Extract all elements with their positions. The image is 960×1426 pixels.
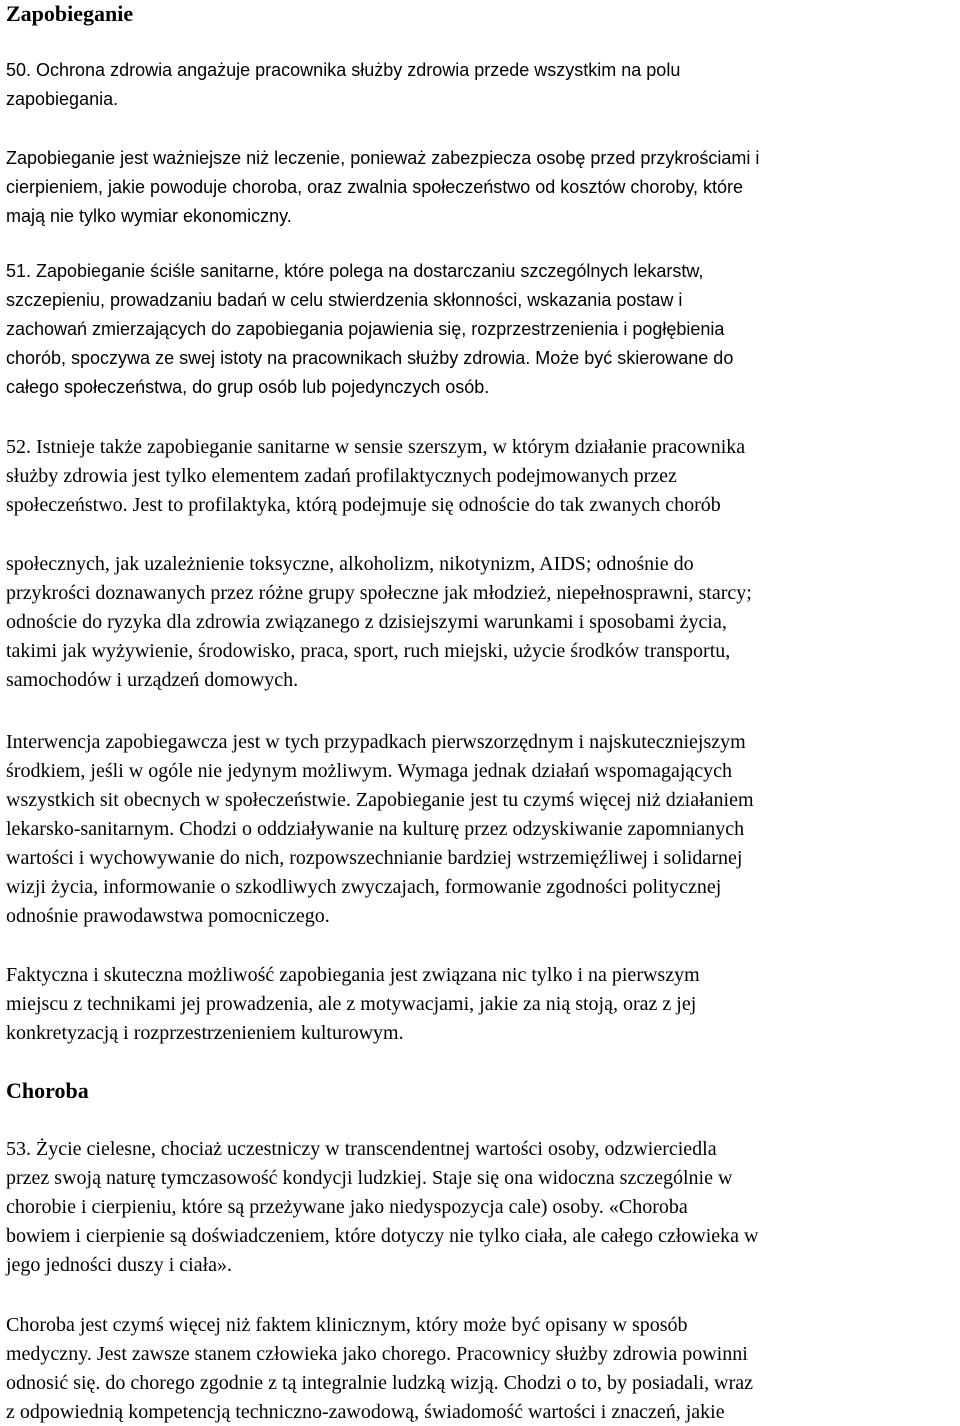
paragraph-line: przykrości doznawanych przez różne grupy społeczne jak młodzież, niepełnosprawni, starcy; [6,582,752,604]
paragraph-line: wszystkich sit obecnych w społeczeństwie. Zapobieganie jest tu czymś więcej niż działaniem [6,789,754,811]
heading-zapobieganie: Zapobieganie [6,1,134,26]
paragraph-line: 50. Ochrona zdrowia angażuje pracownika służby zdrowia przede wszystkim na polu [6,60,681,80]
paragraph-line: takimi jak wyżywienie, środowisko, praca, sport, ruch miejski, użycie środków transportu, [6,640,731,662]
paragraph-line: miejscu z technikami jej prowadzenia, ale z motywacjami, jakie za nią stoją, oraz z jej [6,993,697,1015]
paragraph-line: chorób, spoczywa ze swej istoty na pracownikach służby zdrowia. Może być skierowane do [6,348,734,368]
paragraph-line: chorobie i cierpieniu, które są przeżywane jako niedyspozycja cale) osoby. «Choroba [6,1196,688,1218]
paragraph-line: społeczeństwo. Jest to profilaktyka, którą podejmuje się odnoście do tak zwanych chorób [6,494,721,516]
paragraph-line: samochodów i urządzeń domowych. [6,669,299,691]
paragraph-line: 52. Istnieje także zapobieganie sanitarne w sensie szerszym, w którym działanie pracownika [6,436,746,458]
paragraph-52-part-1 [6,433,745,520]
paragraph-line: odnośnie prawodawstwa pomocniczego. [6,905,330,927]
paragraph-line: wartości i wychowywanie do nich, rozpowszechnianie bardziej wstrzemięźliwej i solidarnej [6,847,743,869]
paragraph-line: bowiem i cierpienie są doświadczeniem, które dotyczy nie tylko ciała, ale całego człowieka w [6,1225,759,1247]
paragraph-faktyczna [6,961,700,1048]
paragraph-line: jego jedności duszy i ciała». [6,1254,233,1276]
paragraph-line: służby zdrowia jest tylko elementem zadań profilaktycznych podejmowanych przez [6,465,677,487]
paragraph-53 [6,1135,758,1280]
paragraph-zapobieganie-waznejsze [6,144,759,231]
paragraph-line: przez swoją naturę tymczasowość kondycji ludzkiej. Staje się ona widoczna szczególnie w [6,1167,733,1189]
heading-choroba: Choroba [6,1078,89,1103]
paragraph-line: lekarsko-sanitarnym. Chodzi o oddziaływanie na kulturę przez odzyskiwanie zapomnianych [6,818,745,840]
paragraph-line: medyczny. Jest zawsze stanem człowieka jako chorego. Pracownicy służby zdrowia powinni [6,1343,748,1365]
paragraph-line: Interwencja zapobiegawcza jest w tych przypadkach pierwszorzędnym i najskuteczniejszym [6,731,746,753]
paragraph-50 [6,56,680,114]
paragraph-line: z odpowiednią kompetencją techniczno-zawodową, świadomość wartości i znaczeń, jakie [6,1401,725,1423]
paragraph-51 [6,257,733,402]
paragraph-choroba [6,1311,753,1426]
paragraph-line: 53. Życie cielesne, chociaż uczestniczy w transcendentnej wartości osoby, odzwierciedla [6,1138,717,1160]
paragraph-line: konkretyzacją i rozprzestrzenieniem kulturowym. [6,1022,404,1044]
paragraph-line: Zapobieganie jest ważniejsze niż leczenie, ponieważ zabezpiecza osobę przed przykrościami i [6,148,760,168]
paragraph-line: cierpieniem, jakie powoduje choroba, oraz zwalnia społeczeństwo od kosztów choroby, które [6,177,744,197]
paragraph-line: odnoście do ryzyka dla zdrowia związanego z dzisiejszymi warunkami i sposobami życia, [6,611,727,633]
paragraph-line: zapobiegania. [6,89,119,109]
paragraph-line: wizji życia, informowanie o szkodliwych zwyczajach, formowanie zgodności politycznej [6,876,722,898]
paragraph-interwencja [6,728,754,931]
paragraph-line: Choroba jest czymś więcej niż faktem klinicznym, który może być opisany w sposób [6,1314,688,1336]
paragraph-line: społecznych, jak uzależnienie toksyczne, alkoholizm, nikotynizm, AIDS; odnośnie do [6,553,694,575]
paragraph-line: szczepieniu, prowadzaniu badań w celu stwierdzenia skłonności, wskazania postaw i [6,290,683,310]
paragraph-line: zachowań zmierzających do zapobiegania pojawienia się, rozprzestrzenienia i pogłębienia [6,319,725,339]
paragraph-line: odnosić się. do chorego zgodnie z tą integralnie ludzką wizją. Chodzi o to, by posiadali, wraz [6,1372,754,1394]
paragraph-52-part-2 [6,550,752,695]
paragraph-line: mają nie tylko wymiar ekonomiczny. [6,206,292,226]
paragraph-line: środkiem, jeśli w ogóle nie jedynym możliwym. Wymaga jednak działań wspomagających [6,760,733,782]
paragraph-line: 51. Zapobieganie ściśle sanitarne, które polega na dostarczaniu szczególnych lekarstw, [6,261,704,281]
paragraph-line: Faktyczna i skuteczna możliwość zapobiegania jest związana nic tylko i na pierwszym [6,964,700,986]
paragraph-line: całego społeczeństwa, do grup osób lub pojedynczych osób. [6,377,490,397]
